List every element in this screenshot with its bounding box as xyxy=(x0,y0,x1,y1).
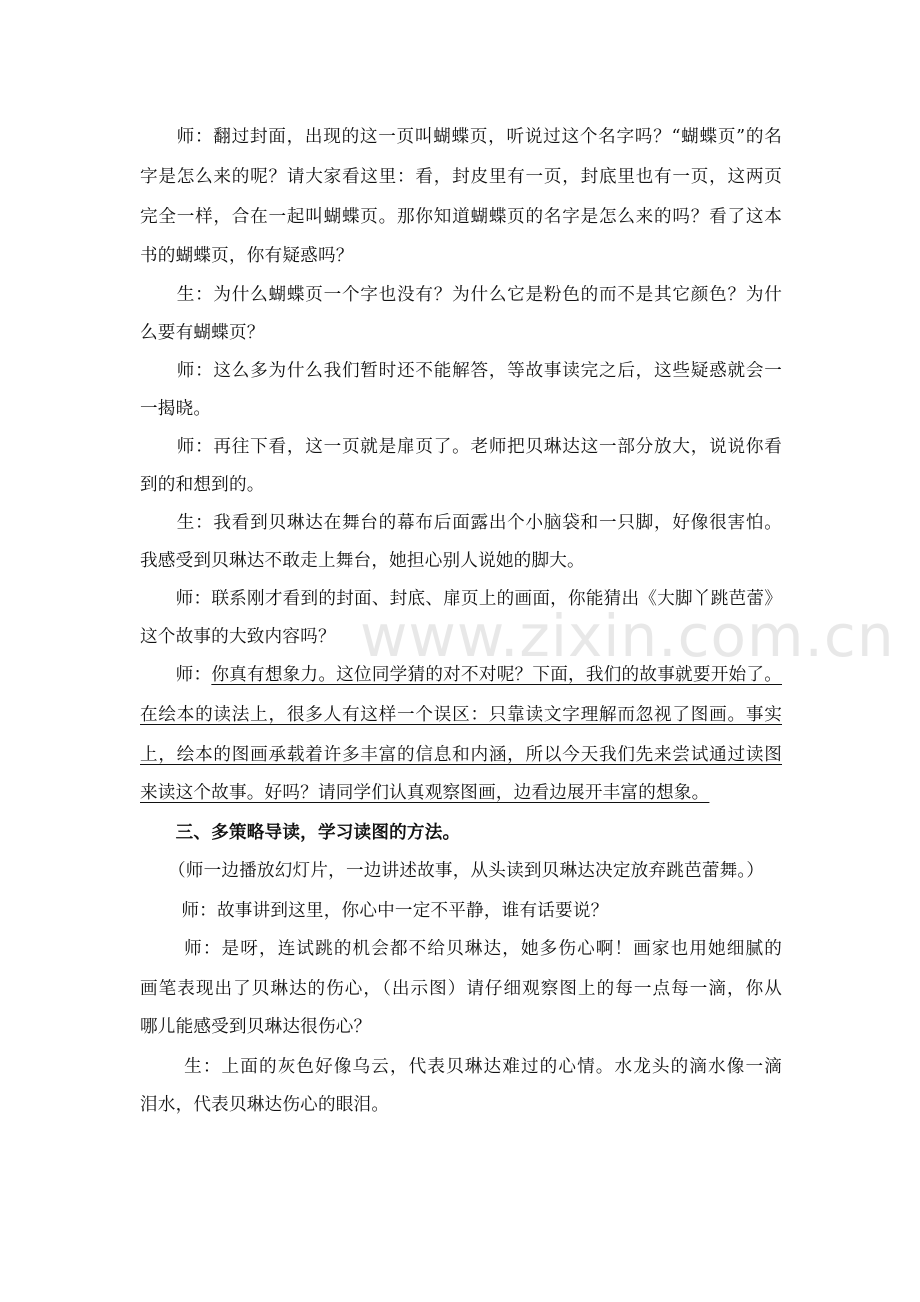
text-line: 字是怎么来的呢？请大家看这里：看，封皮里有一页，封底里也有一页，这两页 xyxy=(140,167,782,187)
speaker-label: 师： xyxy=(140,665,212,685)
text-line: 书的蝴蝶页，你有疑惑吗？ xyxy=(140,246,354,266)
text-line: 师：故事讲到这里，你心中一定不平静，谁有话要说？ xyxy=(140,901,609,921)
text-line: 我感受到贝琳达不敢走上舞台，她担心别人说她的脚大。 xyxy=(140,551,585,571)
text-line: 师：联系刚才看到的封面、封底、扉页上的画面，你能猜出《大脚丫跳芭蕾》 xyxy=(140,589,782,609)
underlined-text: 你真有想象力。这位同学猜的对不对呢？下面，我们的故事就要开始了。 xyxy=(211,665,782,685)
text-line: 师：翻过封面，出现的这一页叫蝴蝶页，听说过这个名字吗？“蝴蝶页”的名 xyxy=(140,127,782,147)
text-line: 完全一样，合在一起叫蝴蝶页。那你知道蝴蝶页的名字是怎么来的吗？看了这本 xyxy=(140,207,782,227)
text-line: 师：是呀，连试跳的机会都不给贝琳达，她多伤心啊！画家也用她细腻的 xyxy=(140,939,782,959)
text-line: 生：我看到贝琳达在舞台的幕布后面露出个小脑袋和一只脚，好像很害怕。 xyxy=(140,513,782,533)
watermark: www.zixin.com.cn xyxy=(360,602,895,670)
underlined-text-line: 上，绘本的图画承载着许多丰富的信息和内涵，所以今天我们先来尝试通过读图 xyxy=(140,745,782,765)
text-line: 生：为什么蝴蝶页一个字也没有？为什么它是粉色的而不是其它颜色？为什 xyxy=(140,285,782,305)
text-line: 师：再往下看，这一页就是扉页了。老师把贝琳达这一部分放大，说说你看 xyxy=(140,437,782,457)
text-line: 到的和想到的。 xyxy=(140,475,265,495)
text-line: 一揭晓。 xyxy=(140,399,212,419)
text-line: 泪水，代表贝琳达伤心的眼泪。 xyxy=(140,1095,390,1115)
underlined-text-line: 在绘本的读法上，很多人有这样一个误区：只靠读文字理解而忽视了图画。事实 xyxy=(140,705,782,725)
text-line: 师：这么多为什么我们暂时还不能解答，等故事读完之后，这些疑惑就会一 xyxy=(140,361,782,381)
text-line: 生：上面的灰色好像乌云，代表贝琳达难过的心情。水龙头的滴水像一滴 xyxy=(140,1057,782,1077)
text-line: 画笔表现出了贝琳达的伤心，（出示图）请仔细观察图上的每一点每一滴，你从 xyxy=(140,979,782,999)
text-line: 这个故事的大致内容吗？ xyxy=(140,627,336,647)
section-heading: 三、多策略导读，学习读图的方法。 xyxy=(140,822,461,843)
text-line: 哪儿能感受到贝琳达很伤心？ xyxy=(140,1017,372,1037)
underlined-text-line: 来读这个故事。好吗？请同学们认真观察图画，边看边展开丰富的想象。 xyxy=(140,783,710,803)
text-line: 么要有蝴蝶页？ xyxy=(140,323,265,343)
text-line: （师一边播放幻灯片，一边讲述故事，从头读到贝琳达决定放弃跳芭蕾舞。） xyxy=(168,861,765,881)
